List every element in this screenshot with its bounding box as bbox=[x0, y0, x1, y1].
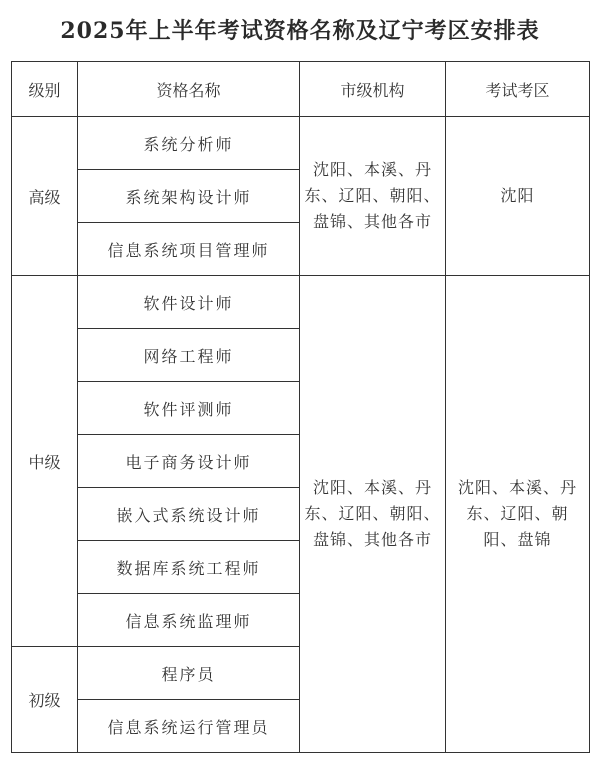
table-header-row bbox=[12, 62, 590, 117]
exam-area-cell-intermediate: 沈阳、本溪、丹东、辽阳、朝阳、盘锦 bbox=[446, 276, 590, 753]
qualification-cell: 网络工程师 bbox=[78, 329, 300, 382]
level-cell-intermediate: 中级 bbox=[12, 276, 78, 647]
city-agency-cell-senior: 沈阳、本溪、丹东、辽阳、朝阳、盘锦、其他各市 bbox=[300, 117, 446, 276]
header-qualification: 资格名称 bbox=[78, 62, 300, 117]
qualification-cell: 电子商务设计师 bbox=[78, 435, 300, 488]
qualification-cell: 嵌入式系统设计师 bbox=[78, 488, 300, 541]
qualification-cell: 信息系统监理师 bbox=[78, 594, 300, 647]
qualification-cell: 程序员 bbox=[78, 647, 300, 700]
page-title: 2025年上半年考试资格名称及辽宁考区安排表 bbox=[60, 18, 540, 44]
table-row bbox=[12, 276, 590, 329]
qualification-cell: 信息系统项目管理师 bbox=[78, 223, 300, 276]
city-agency-cell-intermediate: 沈阳、本溪、丹东、辽阳、朝阳、盘锦、其他各市 bbox=[300, 276, 446, 753]
qualification-cell: 数据库系统工程师 bbox=[78, 541, 300, 594]
qualification-cell: 软件设计师 bbox=[78, 276, 300, 329]
level-cell-senior: 高级 bbox=[12, 117, 78, 276]
header-exam-area: 考试考区 bbox=[446, 62, 590, 117]
exam-area-cell-senior: 沈阳 bbox=[446, 117, 590, 276]
header-level: 级别 bbox=[12, 62, 78, 117]
table-row bbox=[12, 117, 590, 170]
qualification-cell: 系统架构设计师 bbox=[78, 170, 300, 223]
qualification-cell: 软件评测师 bbox=[78, 382, 300, 435]
exam-schedule-table bbox=[11, 61, 590, 753]
qualification-cell: 系统分析师 bbox=[78, 117, 300, 170]
header-city-agency: 市级机构 bbox=[300, 62, 446, 117]
qualification-cell: 信息系统运行管理员 bbox=[78, 700, 300, 753]
level-cell-junior: 初级 bbox=[12, 647, 78, 753]
